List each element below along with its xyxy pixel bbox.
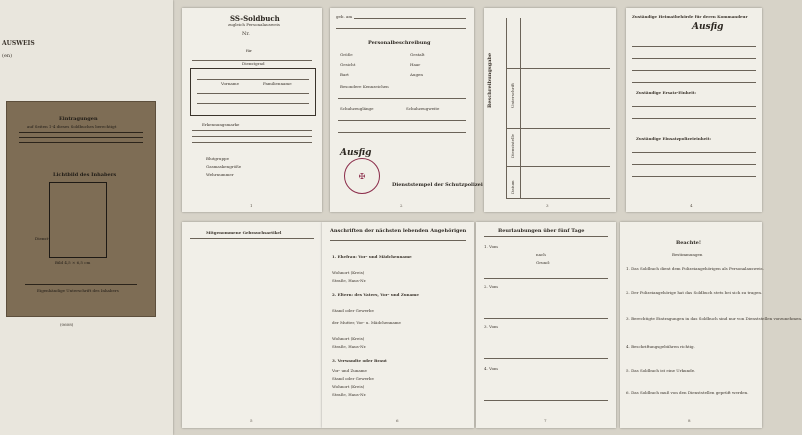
p6-item-3: Straße, Haus-Nr. — [332, 278, 367, 283]
page-4 — [626, 8, 762, 212]
page4-heading: Zuständige Heimatbehörde für deren Kommandeur — [632, 14, 748, 19]
p8-item-3: 3. Berechtigte Eintragungen in das Soldbuch sind nur von Dienststellen vorzunehmen. — [626, 316, 802, 321]
field-gestalt: Gestalt — [410, 52, 425, 57]
field-haar: Haar — [410, 62, 421, 67]
page1-erkennungsmarke: Erkennungsmarke — [202, 122, 240, 127]
cover-inner-panel — [6, 101, 156, 317]
page1-vorname: Vorname — [221, 81, 239, 86]
page-6 — [322, 222, 474, 428]
page4-stamp: Ausfig — [692, 22, 724, 32]
field-gesicht: Gesicht — [340, 62, 356, 67]
page-3 — [484, 8, 616, 212]
page6-number: 6 — [396, 418, 399, 423]
page-5 — [182, 222, 322, 428]
p7-nach-1: nach — [536, 252, 546, 257]
page3-col-1: Unterschrift — [510, 83, 515, 108]
photo-box — [49, 182, 107, 258]
p6-item-6: der Mutter, Vor- u. Mädchenname — [332, 320, 401, 325]
brown-sub: auf Seiten 1-4 dieses Soldbuches berechtigt — [27, 124, 117, 129]
page8-number: 8 — [688, 418, 691, 423]
cover-title: AUSWEIS — [2, 40, 35, 47]
field-schuhweite: Schuhzeugweite — [406, 106, 440, 111]
field-bart: Bart — [340, 72, 349, 77]
size-note: Bild 4,5 × 6,5 cm — [55, 260, 91, 265]
page2-ausstempel: Ausfig — [340, 148, 372, 158]
cover-paren: (en) — [2, 53, 13, 59]
p6-item-13: Straße, Haus-Nr. — [332, 392, 367, 397]
page8-sub: Bestimmungen — [672, 252, 703, 257]
page4-number: 4 — [690, 203, 693, 208]
page1-gasmaske: Gasmaskengröße — [206, 164, 242, 169]
page2-geb: geb. am — [336, 14, 353, 19]
eagle-stamp-icon: ✠ — [344, 158, 380, 194]
p6-item-7: Wohnort (Kreis) — [332, 336, 365, 341]
photo-label: Lichtbild des Inhabers — [53, 172, 117, 178]
p6-item-12: Wohnort (Kreis) — [332, 384, 365, 389]
p7-block-4: 4. Vom — [484, 366, 498, 371]
field-schuhlaenge: Schuhzeuglänge — [340, 106, 374, 111]
stamp-text — [352, 174, 358, 179]
p8-item-4: 4. Beschriftungsgebühren richtig. — [626, 344, 695, 349]
page3-col-2: Dienststelle — [510, 133, 515, 158]
photo-caption: Dienst- — [35, 236, 50, 241]
page2-stamp-caption: Dienststempel der Schutzpolizei — [392, 182, 483, 188]
p7-block-1: 1. Vom — [484, 244, 498, 249]
p7-grund-1: Grund: — [536, 260, 551, 265]
brown-heading: Eintragungen — [59, 116, 98, 122]
page1-number: 1 — [250, 203, 253, 208]
p6-item-9: 3. Verwandte oder Braut — [332, 358, 387, 363]
page3-heading: Beschreibungsgabe — [487, 52, 493, 108]
page1-familienname: Familienname — [263, 81, 292, 86]
page3-number: 3 — [546, 203, 549, 208]
p6-item-10: Vor- und Zuname — [332, 368, 367, 373]
page7-heading: Beurlaubungen über fünf Tage — [498, 228, 585, 234]
page2-section: Personalbeschreibung — [368, 40, 431, 46]
page1-subtitle: zugleich Personalausweis — [228, 22, 280, 27]
p8-item-5: 5. Das Soldbuch ist eine Urkunde. — [626, 368, 696, 373]
p6-item-1: 1. Ehefrau: Vor- und Mädchenname — [332, 254, 412, 259]
name-box — [190, 68, 316, 116]
page1-nr: Nr. — [242, 31, 250, 37]
p6-item-4: 2. Eltern: des Vaters, Vor- und Zuname — [332, 292, 419, 297]
p6-item-8: Straße, Haus-Nr. — [332, 344, 367, 349]
page-2 — [330, 8, 483, 212]
field-kennzeichen: Besondere Kennzeichen — [340, 84, 389, 89]
page-8 — [620, 222, 802, 428]
page1-fuer: für — [246, 48, 252, 53]
page-7 — [476, 222, 616, 428]
page-1 — [182, 8, 322, 212]
page3-col-3: Datum — [510, 180, 515, 194]
page2-number: 2 — [400, 203, 403, 208]
cover-mark: (0608) — [60, 322, 74, 327]
page8-heading: Beachte! — [676, 240, 702, 246]
page4-ersatz: Zuständige Ersatz-Einheit: — [636, 90, 697, 95]
sign-label: Eigenhändige Unterschrift des Inhabers — [37, 288, 119, 293]
page6-heading: Anschriften der nächsten lebenden Angehörigen — [330, 228, 467, 234]
p8-item-2: 2. Der Polizeiangehörige hat das Soldbuch stets bei sich zu tragen. — [626, 290, 763, 295]
page1-wehrnummer: Wehrnummer — [206, 172, 234, 177]
p6-item-2: Wohnort (Kreis) — [332, 270, 365, 275]
field-augen: Augen — [410, 72, 423, 77]
page5-number: 5 — [250, 418, 253, 423]
page1-dienstgrad: Dienstgrad — [242, 61, 265, 66]
page7-number: 7 — [544, 418, 547, 423]
p6-item-5: Stand oder Gewerbe — [332, 308, 374, 313]
p6-item-11: Stand oder Gewerbe — [332, 376, 374, 381]
p7-block-3: 3. Vom — [484, 324, 498, 329]
page4-marsch: Zuständige Einsatzpolizeieinheit: — [636, 136, 712, 141]
field-groesse: Größe — [340, 52, 353, 57]
page1-title: SS-Soldbuch — [230, 14, 280, 23]
page1-blutgruppe: Blutgruppe — [206, 156, 229, 161]
page5-heading: Mitgenommene Gebrauchsartikel — [206, 230, 282, 235]
p7-block-2: 2. Vom — [484, 284, 498, 289]
p8-item-1: 1. Das Soldbuch dient dem Polizeiangehörigen als Personalausweis. — [626, 266, 764, 271]
soldbuch-cover — [0, 0, 173, 435]
p8-item-6: 6. Das Soldbuch muß von den Dienststellen geprüft werden. — [626, 390, 749, 395]
